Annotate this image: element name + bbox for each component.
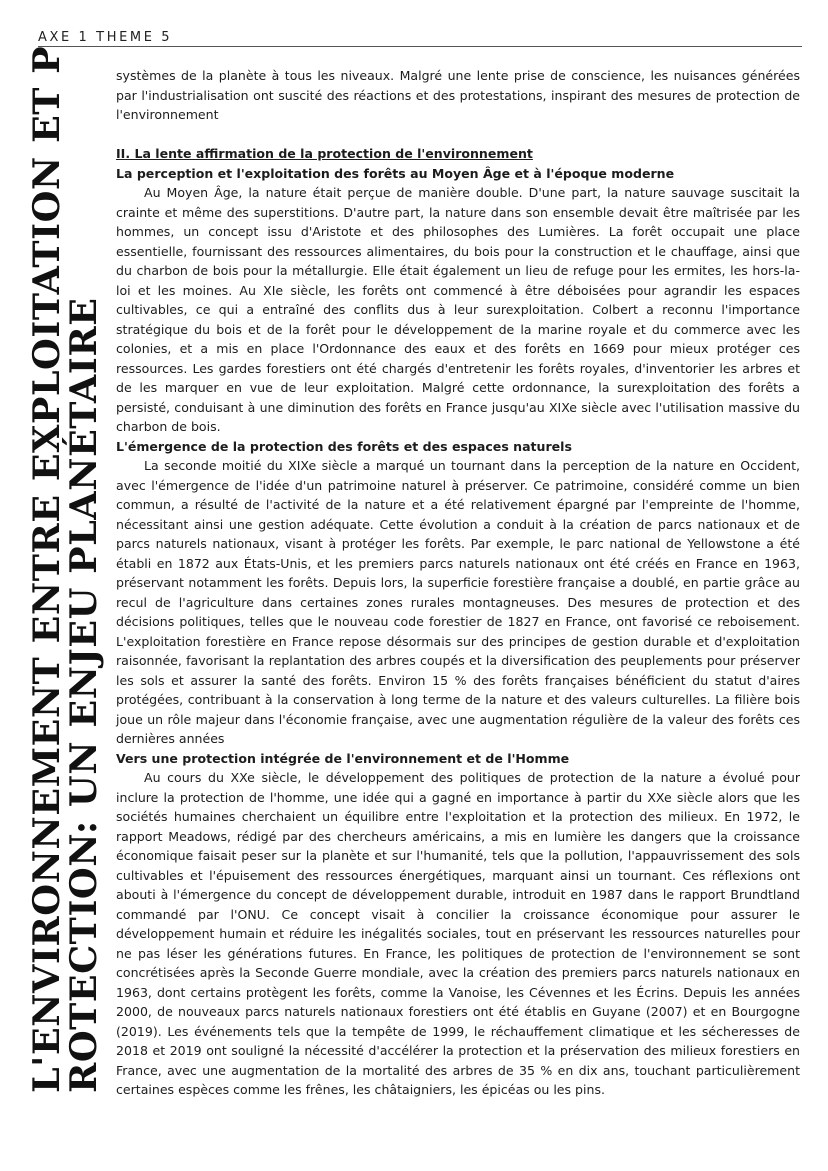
header-divider [38,46,802,47]
paragraph-spacer [116,125,800,145]
subsection-heading-1: La perception et l'exploitation des forêts au Moyen Âge et à l'époque moderne [116,165,675,181]
vertical-title-line-1: L'ENVIRONNEMENT ENTRE EXPLOITATION ET P [25,45,68,1093]
subsection-paragraph-2: La seconde moitié du XIXe siècle a marqué un tournant dans la perception de la nature en Occident, avec l'émergence de l'idée d'un patrimoine naturel à préserver. Ce patrimoine, considéré comme un bien commun, a résulté de l'activité de la nature et a été relativement épargné par l'empreinte de l'homme, nécessitant ainsi une gestion adéquate. Cette évolution a conduit à la création de parcs nationaux et de parcs naturels nationaux, visant à protéger les forêts. Par exemple, le parc national de Yellowstone a été établi en 1872 aux États-Unis, et les premiers parcs naturels nationaux ont été créés en France en 1963, préservant notamment les forêts. Depuis lors, la superficie forestière française a doublé, en partie grâce au recul de l'agriculture dans certaines zones rurales montagneuses. Des mesures de protection et des décisions politiques, telles que le nouveau code forestier de 1827 en France, ont favorisé ce reboisement. L'exploitation forestière en France repose désormais sur des principes de gestion durable et d'exploitation raisonnée, favorisant la replantation des arbres coupés et la diversification des peuplements pour préserver les sols et assurer la santé des forêts. Environ 15 % des forêts françaises bénéficient du statut d'aires protégées, contribuant à la conservation à long terme de la nature et des valeurs culturelles. La filière bois joue un rôle majeur dans l'économie française, avec une augmentation régulière de la valeur des forêts ces dernières années [116,458,800,746]
vertical-title-banner [25,45,108,1093]
subsection-heading-3: Vers une protection intégrée de l'environnement et de l'Homme [116,750,570,766]
vertical-title [25,45,105,1093]
subsection-paragraph-1: Au Moyen Âge, la nature était perçue de manière double. D'une part, la nature sauvage suscitait la crainte et même des superstitions. D'autre part, la nature dans son ensemble devait être maîtrisée par les hommes, un concept issu d'Aristote et des philosophes des Lumières. La forêt occupait une place essentielle, fournissant des ressources alimentaires, du bois pour la construction et le chauffage, ainsi que du charbon de bois pour la métallurgie. Elle était également un lieu de refuge pour les ermites, les hors-la-loi et les moines. Au XIe siècle, les forêts ont commencé à être déboisées pour agrandir les espaces cultivables, ce qui a entraîné des conflits dus à leur surexploitation. Colbert a reconnu l'importance stratégique du bois et de la forêt pour le développement de la marine royale et du commerce avec les colonies, et a mis en place l'Ordonnance des eaux et des forêts en 1669 pour mieux protéger ces ressources. Les gardes forestiers ont été chargés d'entretenir les forêts royales, d'inventorier les arbres et de les marquer en vue de leur exploitation. Malgré cette ordonnance, la surexploitation des forêts a persisté, conduisant à une diminution des forêts en France jusqu'au XIXe siècle avec l'utilisation massive du charbon de bois. [116,185,800,434]
subsection-heading-2: L'émergence de la protection des forêts et des espaces naturels [116,438,572,454]
intro-paragraph: systèmes de la planète à tous les niveaux. Malgré une lente prise de conscience, les nuisances générées par l'industrialisation ont suscité des réactions et des protestations, inspirant des mesures de protection de l'environnement [116,68,800,122]
page-header-title: AXE 1 THEME 5 [38,30,173,45]
section-heading: II. La lente affirmation de la protection de l'environnement [116,146,533,161]
subsection-paragraph-3: Au cours du XXe siècle, le développement des politiques de protection de la nature a évolué pour inclure la protection de l'homme, une idée qui a gagné en importance à partir du XXe siècle alors que les sociétés humaines cherchaient un équilibre entre l'exploitation et la protection des milieux. En 1972, le rapport Meadows, rédigé par des chercheurs américains, a mis en lumière les dangers que la croissance économique faisait peser sur la planète et sur l'humanité, tels que la pollution, l'appauvrissement des sols cultivables et l'épuisement des ressources énergétiques, marquant ainsi un tournant. Ces réflexions ont abouti à l'émergence du concept de développement durable, introduit en 1987 dans le rapport Brundtland commandé par l'ONU. Ce concept visait à concilier la croissance économique pour assurer le développement humain et réduire les inégalités sociales, tout en préservant les ressources naturelles pour ne pas léser les générations futures. En France, les politiques de protection de l'environnement se sont concrétisées après la Seconde Guerre mondiale, avec la création des premiers parcs naturels nationaux en 1963, dont certains protègent les forêts, comme la Vanoise, les Cévennes et les Écrins. Depuis les années 2000, de nouveaux parcs naturels nationaux forestiers ont été établis en Guyane (2007) et en Bourgogne (2019). Les événements tels que la tempête de 1999, le réchauffement climatique et les sécheresses de 2018 et 2019 ont souligné la nécessité d'accélérer la protection et la préservation des milieux forestiers en France, avec une augmentation de la mortalité des arbres de 35 % en dix ans, touchant particulièrement certaines espèces comme les frênes, les châtaigniers, les épicéas ou les pins. [116,770,800,1097]
vertical-title-line-2: ROTECTION: UN ENJEU PLANÉTAIRE [62,297,105,1093]
document-body [116,66,800,1100]
